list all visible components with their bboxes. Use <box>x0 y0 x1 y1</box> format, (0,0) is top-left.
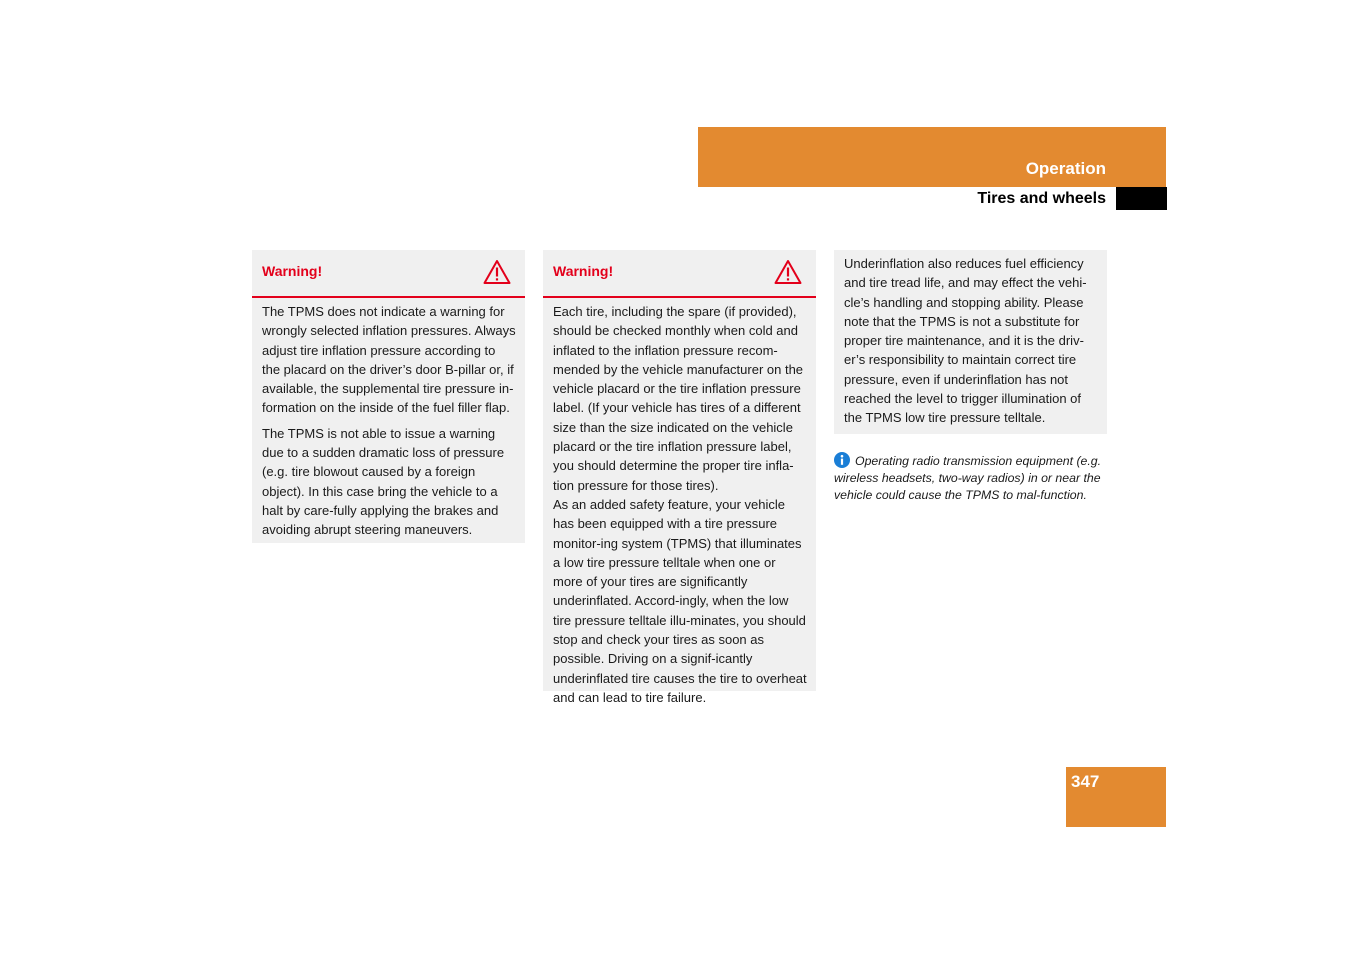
warning-header <box>252 250 525 298</box>
warning-paragraph: Each tire, including the spare (if provided), should be checked monthly when cold and inflated to the inflation pressure recom-mended by the vehicle manufacturer on the vehicle placard or the tire inflation pressure label. (If your vehicle has tires of a different size than the size indicated on the vehicle placard or the tire inflation pressure label, you should determine the proper tire infla-tion pressure for those tires). <box>553 304 804 493</box>
page-number: 347 <box>1071 772 1100 791</box>
warning-paragraph: As an added safety feature, your vehicle has been equipped with a tire pressure monitor-ing system (TPMS) that illuminates a low tire pressure telltale when one or more of your tires are significantly underinflated. Accord-ingly, when the low tire pressure telltale illu-minates, you should stop and check your tires as soon as possible. Driving on a signif-icantly underinflated tire causes the tire to overheat and can lead to tire failure. <box>553 496 807 705</box>
section-tab-marker <box>1116 187 1167 210</box>
warning-paragraph: The TPMS is not able to issue a warning due to a sudden dramatic loss of pressure (e.g. tire blowout caused by a foreign object). In this case bring the vehicle to a halt by care-fully applying the brakes and avoiding abrupt steering maneuvers. <box>262 425 505 538</box>
warning-label: Warning! <box>262 263 323 279</box>
warning-box-2 <box>543 250 816 705</box>
warning-paragraph: The TPMS does not indicate a warning for wrongly selected inflation pressures. Always adjust tire inflation pressure according to the placard on the driver’s door B-pillar or, if available, the supplemental tire pressure in-formation on the inside of the fuel filler flap. <box>262 304 516 416</box>
warning-triangle-icon <box>774 259 802 285</box>
section-title: Operation <box>1025 159 1106 178</box>
warning-box-1 <box>252 250 525 543</box>
warning-label: Warning! <box>553 263 614 279</box>
warning-triangle-icon <box>483 259 511 285</box>
info-note <box>834 452 1106 504</box>
info-icon <box>834 452 850 468</box>
warning-body <box>252 298 525 547</box>
warning-continuation-box <box>834 250 1107 434</box>
warning-header <box>543 250 816 298</box>
warning-body <box>543 298 816 714</box>
continuation-paragraph: Underinflation also reduces fuel efficiency and tire tread life, and may effect the vehi-cle’s handling and stopping ability. Please note that the TPMS is not a substitute for proper tire maintenance, and it is the driv-er’s responsibility to maintain correct tire pressure, even if underinflation has not reached the level to trigger illumination of the TPMS low tire pressure telltale. <box>844 256 1087 426</box>
info-text: Operating radio transmission equipment (e.g. wireless headsets, two-way radios) in or near the vehicle could cause the TPMS to mal-function. <box>834 454 1102 502</box>
subsection-title: Tires and wheels <box>977 190 1106 207</box>
